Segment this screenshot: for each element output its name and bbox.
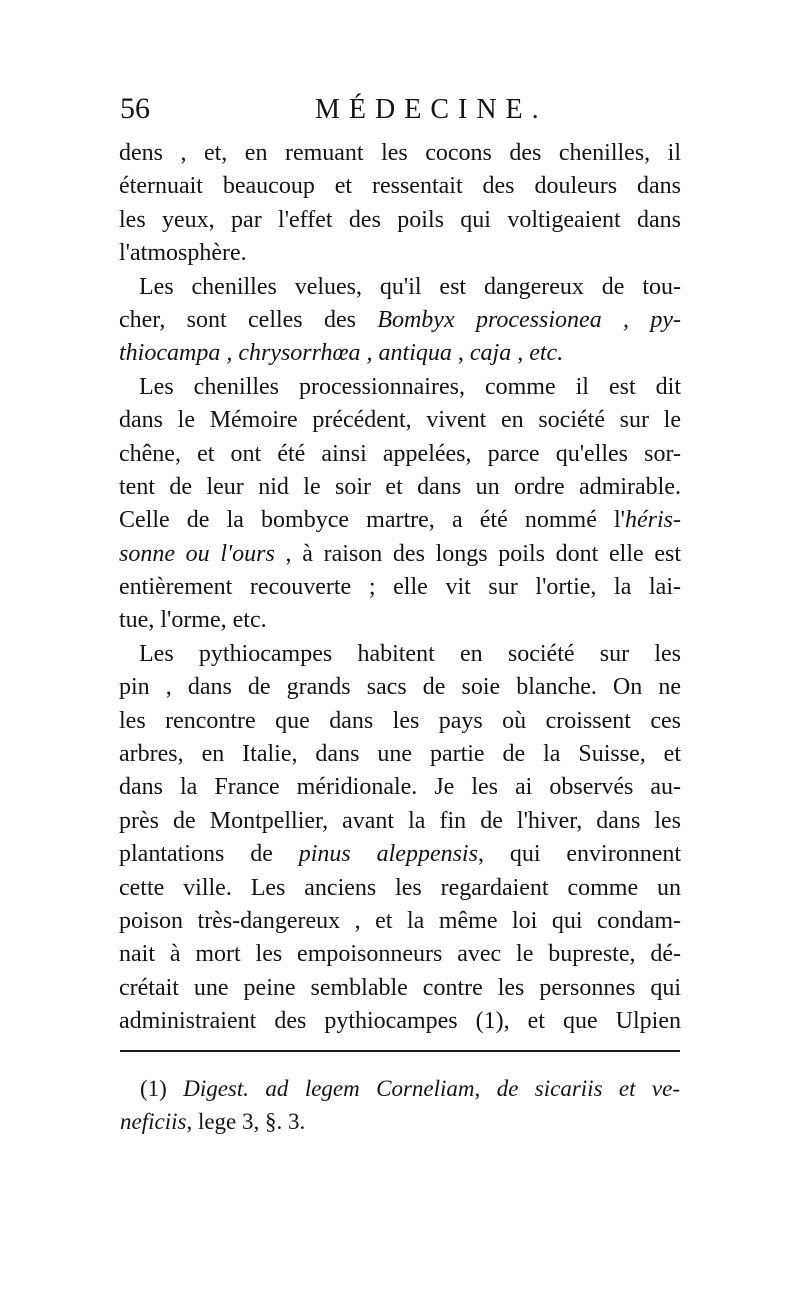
footnote-line xyxy=(120,1072,680,1105)
text-segment: , lege 3, §. 3. xyxy=(186,1109,306,1134)
text-line: crétait une peine semblable contre les personnes qui xyxy=(119,974,681,1001)
text-line: éternuait beaucoup et ressentait des douleurs dans xyxy=(119,173,681,200)
running-title: MÉDECINE. xyxy=(315,94,548,125)
text-line: pin , dans de grands sacs de soie blanche. On ne xyxy=(119,674,681,701)
footnote-citation: Digest. ad legem Corneliam xyxy=(183,1076,475,1101)
text-line: Les chenilles processionnaires, comme il est dit xyxy=(139,373,681,400)
text-line: cette ville. Les anciens les regardaient comme un xyxy=(119,874,681,901)
footnote-line xyxy=(120,1105,680,1138)
text-line xyxy=(119,538,681,571)
text-line: Les pythiocampes habitent en société sur les xyxy=(139,640,681,667)
text-line: dans le Mémoire précédent, vivent en société sur le xyxy=(119,407,681,434)
text-line: chêne, et ont été ainsi appelées, parce qu'elles sor- xyxy=(119,440,681,467)
italic-word: sonne ou l' xyxy=(119,540,233,567)
footnote xyxy=(120,1072,680,1138)
text-line: arbres, en Italie, dans une partie de la Suisse, et xyxy=(119,741,681,768)
species-name: pinus aleppensis xyxy=(298,841,478,868)
text-segment: , qui environnent xyxy=(477,841,682,868)
text-segment: Celle de la bombyce martre, a été nommé l' xyxy=(119,507,625,534)
text-line: administraient des pythiocampes (1), et que Ulpien xyxy=(119,1008,681,1035)
text-segment: plantations de xyxy=(119,841,299,868)
text-line xyxy=(119,504,681,537)
text-line: nait à mort les empoisonneurs avec le bupreste, dé- xyxy=(119,941,681,968)
footnote-marker: (1) xyxy=(140,1076,184,1101)
text-line: dens , et, en remuant les cocons des chenilles, il xyxy=(119,140,681,166)
text-line: poison très-dangereux , et la même loi qui condam- xyxy=(119,907,681,934)
footnote-citation: de sicariis et ve- xyxy=(496,1076,680,1101)
text-line: tent de leur nid le soir et dans un ordre admirable. xyxy=(119,473,681,500)
text-line xyxy=(119,304,681,337)
text-line: l'atmosphère. xyxy=(119,240,247,267)
species-names: thiocampa , chrysorrhœa , antiqua , caja , etc. xyxy=(119,340,564,367)
text-line xyxy=(119,337,681,370)
text-segment: , xyxy=(474,1076,497,1101)
page-number: 56 xyxy=(120,92,150,125)
main-text xyxy=(119,137,681,1039)
text-line xyxy=(119,838,681,871)
species-name: Bombyx processionea , py- xyxy=(377,306,682,333)
text-segment: cher, sont celles des xyxy=(119,306,378,333)
text-line: entièrement recouverte ; elle vit sur l'ortie, la lai- xyxy=(119,574,681,601)
italic-word: héris- xyxy=(625,507,681,534)
text-line: dans la France méridionale. Je les ai observés au- xyxy=(119,774,681,801)
text-segment: , à raison des longs poils dont elle est xyxy=(285,540,681,567)
text-line: les yeux, par l'effet des poils qui voltigeaient dans xyxy=(119,206,681,233)
text-line: près de Montpellier, avant la fin de l'hiver, dans les xyxy=(119,807,681,834)
footnote-citation: neficiis xyxy=(120,1109,187,1134)
text-line: Les chenilles velues, qu'il est dangereux de tou- xyxy=(139,273,681,300)
text-line: les rencontre que dans les pays où croissent ces xyxy=(119,707,681,734)
text-line: tue, l'orme, etc. xyxy=(119,607,267,634)
footnote-rule xyxy=(120,1050,680,1052)
page-header xyxy=(120,92,680,136)
italic-word: ours xyxy=(232,540,275,567)
